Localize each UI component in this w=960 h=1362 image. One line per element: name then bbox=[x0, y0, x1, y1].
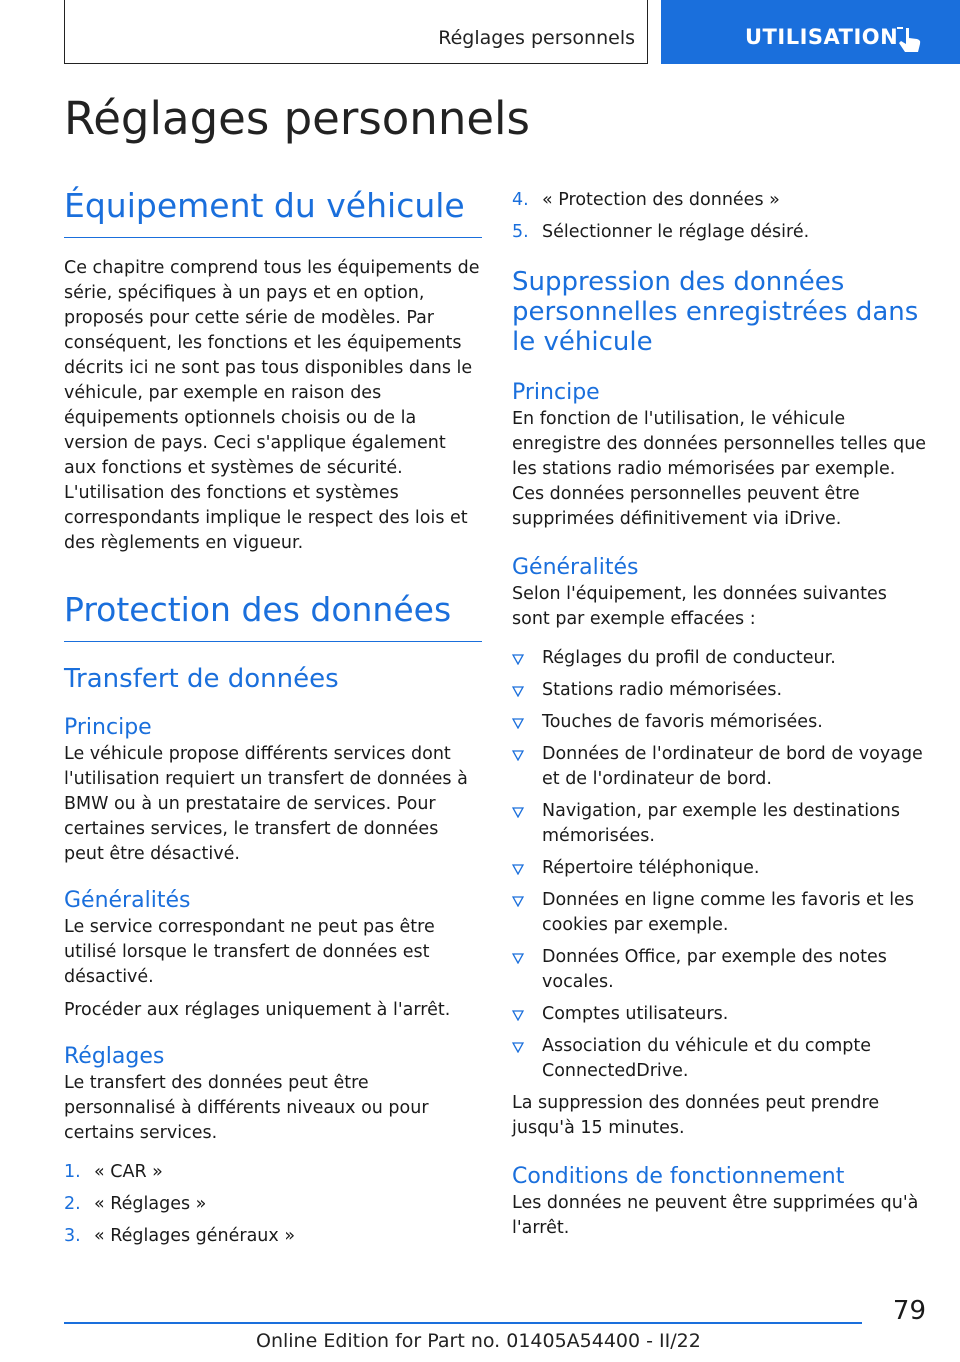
footer-divider bbox=[64, 1322, 862, 1324]
step-item: 4. « Protection des données » bbox=[512, 190, 780, 210]
generalites-paragraph-right: Selon l'équipement, les données suivantes sont par exemple effacées : bbox=[512, 584, 887, 629]
list-item: Comptes utilisateurs. bbox=[512, 1002, 930, 1027]
principe-paragraph-left: Le véhicule propose différents services dont l'utilisation requiert un transfert de données à BMW ou à un prestataire de services. Pour certaines services, le transfert de données peut être désactivé. bbox=[64, 744, 468, 864]
footer-edition: Online Edition for Part no. 01405A54400 - II/22 bbox=[256, 1330, 701, 1352]
step-item: 1. « CAR » bbox=[64, 1162, 163, 1182]
heading-conditions: Conditions de fonctionnement bbox=[512, 1164, 845, 1189]
triangle-bullet-icon bbox=[512, 864, 524, 875]
heading-principe-left: Principe bbox=[64, 715, 152, 740]
list-item: Touches de favoris mémorisées. bbox=[512, 710, 930, 735]
header-chapter-title: UTILISATION bbox=[745, 25, 899, 49]
header-section-box bbox=[64, 0, 648, 64]
steps-list-left bbox=[64, 1160, 482, 1249]
list-item: Association du véhicule et du compte ConnectedDrive. bbox=[512, 1034, 930, 1084]
generalites-paragraph-2: Procéder aux réglages uniquement à l'arrêt. bbox=[64, 1000, 451, 1020]
steps-list-right bbox=[512, 188, 930, 245]
list-item: Stations radio mémorisées. bbox=[512, 678, 930, 703]
page-number: 79 bbox=[892, 1296, 926, 1326]
list-item: Répertoire téléphonique. bbox=[512, 856, 930, 881]
triangle-bullet-icon bbox=[512, 953, 524, 964]
deleted-data-list bbox=[512, 646, 930, 1084]
list-item: Données de l'ordinateur de bord de voyage et de l'ordinateur de bord. bbox=[512, 742, 930, 792]
triangle-bullet-icon bbox=[512, 718, 524, 729]
list-item: Navigation, par exemple les destinations mémorisées. bbox=[512, 799, 930, 849]
right-column bbox=[512, 188, 930, 1241]
triangle-bullet-icon bbox=[512, 896, 524, 907]
hand-pointer-icon bbox=[897, 26, 923, 54]
header-section-title: Réglages personnels bbox=[438, 27, 635, 49]
heading-suppression: Suppression des données personnelles enregistrées dans le véhicule bbox=[512, 267, 919, 357]
heading-principe-right: Principe bbox=[512, 380, 600, 405]
duration-paragraph: La suppression des données peut prendre jusqu'à 15 minutes. bbox=[512, 1093, 880, 1138]
page-title: Réglages personnels bbox=[64, 92, 530, 145]
equipement-paragraph: Ce chapitre comprend tous les équipements de série, spécifiques à un pays et en option, proposés pour cette série de modèles. Par conséquent, les fonctions et les équipements décrits ici ne sont pas tous disponibles dans le véhicule, par exemple en raison des équipements optionnels choisis ou de la version de pays. Ceci s'applique également aux fonctions et systèmes de sécurité. L'utilisation des fonctions et systèmes correspondants implique le respect des lois et des règlements en vigueur. bbox=[64, 258, 480, 553]
heading-generalites-right: Généralités bbox=[512, 555, 639, 580]
header-chapter-tab[interactable] bbox=[661, 0, 960, 64]
heading-reglages: Réglages bbox=[64, 1044, 165, 1069]
conditions-paragraph: Les données ne peuvent être supprimées qu'à l'arrêt. bbox=[512, 1193, 919, 1238]
triangle-bullet-icon bbox=[512, 1042, 524, 1053]
list-item: Réglages du profil de conducteur. bbox=[512, 646, 930, 671]
heading-protection: Protection des données bbox=[64, 590, 482, 642]
step-item: 3. « Réglages généraux » bbox=[64, 1226, 296, 1246]
list-item: Données en ligne comme les favoris et les cookies par exemple. bbox=[512, 888, 930, 938]
triangle-bullet-icon bbox=[512, 654, 524, 665]
left-column bbox=[64, 186, 482, 1249]
heading-transfert: Transfert de données bbox=[64, 664, 339, 694]
heading-generalites-left: Généralités bbox=[64, 888, 191, 913]
step-item: 5. Sélectionner le réglage désiré. bbox=[512, 222, 810, 242]
triangle-bullet-icon bbox=[512, 686, 524, 697]
heading-equipement: Équipement du véhicule bbox=[64, 186, 482, 238]
triangle-bullet-icon bbox=[512, 807, 524, 818]
list-item: Données Office, par exemple des notes vocales. bbox=[512, 945, 930, 995]
reglages-paragraph: Le transfert des données peut être personnalisé à différents niveaux ou pour certains services. bbox=[64, 1073, 429, 1143]
triangle-bullet-icon bbox=[512, 750, 524, 761]
step-item: 2. « Réglages » bbox=[64, 1194, 207, 1214]
generalites-paragraph-1: Le service correspondant ne peut pas être utilisé lorsque le transfert de données est désactivé. bbox=[64, 917, 435, 987]
principe-paragraph-right: En fonction de l'utilisation, le véhicule enregistre des données personnelles telles que les stations radio mémorisées par exemple. Ces données personnelles peuvent être supprimées définitivement via iDrive. bbox=[512, 409, 927, 529]
triangle-bullet-icon bbox=[512, 1010, 524, 1021]
